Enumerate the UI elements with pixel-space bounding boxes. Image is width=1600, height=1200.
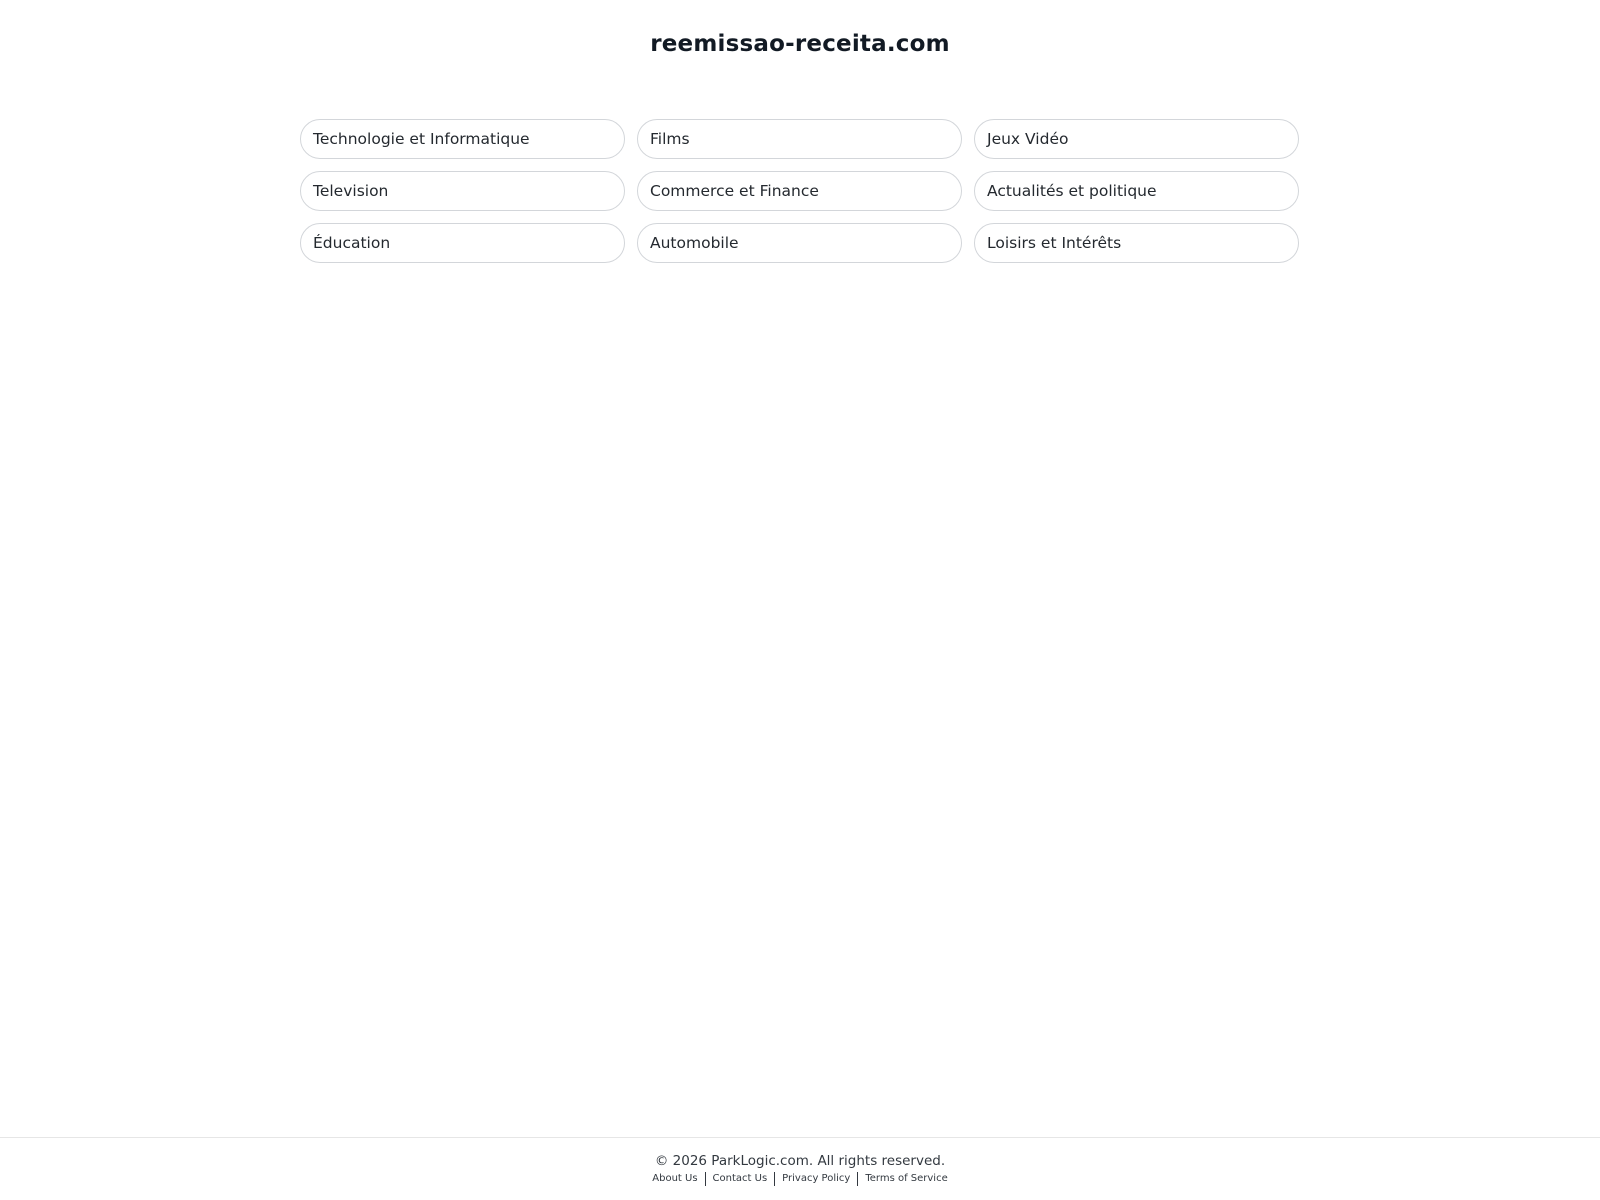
category-label: Loisirs et Intérêts [987,234,1122,252]
category-label: Éducation [313,234,391,252]
category-jeux-video[interactable] [974,119,1299,159]
category-label: Technologie et Informatique [313,130,530,148]
copyright-text: © 2026 ParkLogic.com. All rights reserved. [654,1153,946,1169]
category-grid [300,119,1300,263]
category-commerce-finance[interactable] [637,171,962,211]
site-title: reemissao-receita.com [650,31,950,57]
category-label: Television [313,182,389,200]
contact-us-link[interactable]: Contact Us [712,1173,768,1184]
category-education[interactable] [300,223,625,263]
category-automobile[interactable] [637,223,962,263]
category-label: Actualités et politique [987,182,1157,200]
terms-of-service-link[interactable]: Terms of Service [865,1173,948,1184]
footer-links [0,1172,1600,1186]
category-television[interactable] [300,171,625,211]
category-label: Commerce et Finance [650,182,819,200]
about-us-link[interactable]: About Us [652,1173,698,1184]
category-loisirs-interets[interactable] [974,223,1299,263]
category-label: Jeux Vidéo [987,130,1069,148]
category-actualites-politique[interactable] [974,171,1299,211]
category-label: Films [650,130,690,148]
footer [0,1137,1600,1200]
privacy-policy-link[interactable]: Privacy Policy [782,1173,851,1184]
category-technologie-informatique[interactable] [300,119,625,159]
category-films[interactable] [637,119,962,159]
category-label: Automobile [650,234,739,252]
